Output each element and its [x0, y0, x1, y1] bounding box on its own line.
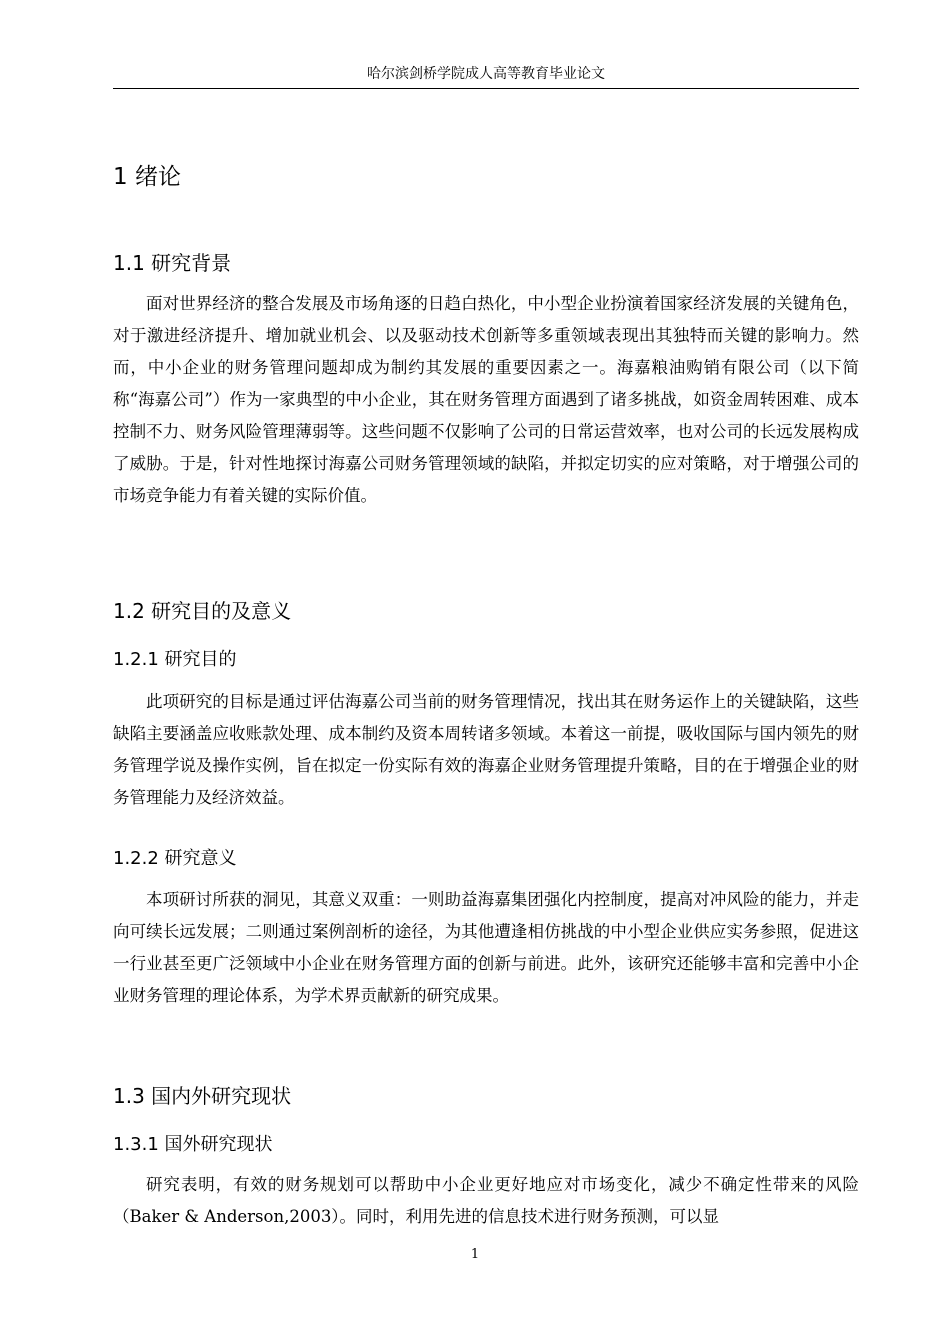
- page-header: [113, 64, 859, 89]
- section-1-3-heading: 1.3 国内外研究现状: [113, 1084, 292, 1108]
- section-1-2-1-paragraph: 此项研究的目标是通过评估海嘉公司当前的财务管理情况，找出其在财务运作上的关键缺陷，这些缺陷主要涵盖应收账款处理、成本制约及资本周转诸多领域。本着这一前提，吸收国际与国内领先的财务管理学说及操作实例，旨在拟定一份实际有效的海嘉企业财务管理提升策略，目的在于增强企业的财务管理能力及经济效益。: [113, 692, 859, 807]
- section-1-1-heading: 1.1 研究背景: [113, 251, 232, 275]
- section-1-3-1-heading: 1.3.1 国外研究现状: [113, 1134, 273, 1155]
- section-1-2-1-heading: 1.2.1 研究目的: [113, 649, 237, 670]
- section-1-3-1-paragraph: 研究表明，有效的财务规划可以帮助中小企业更好地应对市场变化，减少不确定性带来的风险（Baker & Anderson,2003）。同时，利用先进的信息技术进行财务预测，可以显: [113, 1175, 859, 1226]
- chapter-title: 1 绪论: [113, 164, 181, 190]
- section-1-2-heading: 1.2 研究目的及意义: [113, 599, 292, 623]
- section-1-1-paragraph: 面对世界经济的整合发展及市场角逐的日趋白热化，中小型企业扮演着国家经济发展的关键角色，对于激进经济提升、增加就业机会、以及驱动技术创新等多重领域表现出其独特而关键的影响力。然而，中小企业的财务管理问题却成为制约其发展的重要因素之一。海嘉粮油购销有限公司（以下简称“海嘉公司”）作为一家典型的中小企业，其在财务管理方面遇到了诸多挑战，如资金周转困难、成本控制不力、财务风险管理薄弱等。这些问题不仅影响了公司的日常运营效率，也对公司的长远发展构成了威胁。于是，针对性地探讨海嘉公司财务管理领域的缺陷，并拟定切实的应对策略，对于增强公司的市场竞争能力有着关键的实际价值。: [113, 294, 859, 505]
- header-text: 哈尔滨剑桥学院成人高等教育毕业论文: [367, 66, 605, 82]
- page-number: 1: [470, 1247, 480, 1262]
- section-1-2-2-heading: 1.2.2 研究意义: [113, 848, 237, 869]
- section-1-2-2-paragraph: 本项研讨所获的洞见，其意义双重：一则助益海嘉集团强化内控制度，提高对冲风险的能力，并走向可续长远发展；二则通过案例剖析的途径，为其他遭逢相仿挑战的中小型企业供应实务参照，促进这一行业甚至更广泛领域中小企业在财务管理方面的创新与前进。此外，该研究还能够丰富和完善中小企业财务管理的理论体系，为学术界贡献新的研究成果。: [113, 890, 859, 1005]
